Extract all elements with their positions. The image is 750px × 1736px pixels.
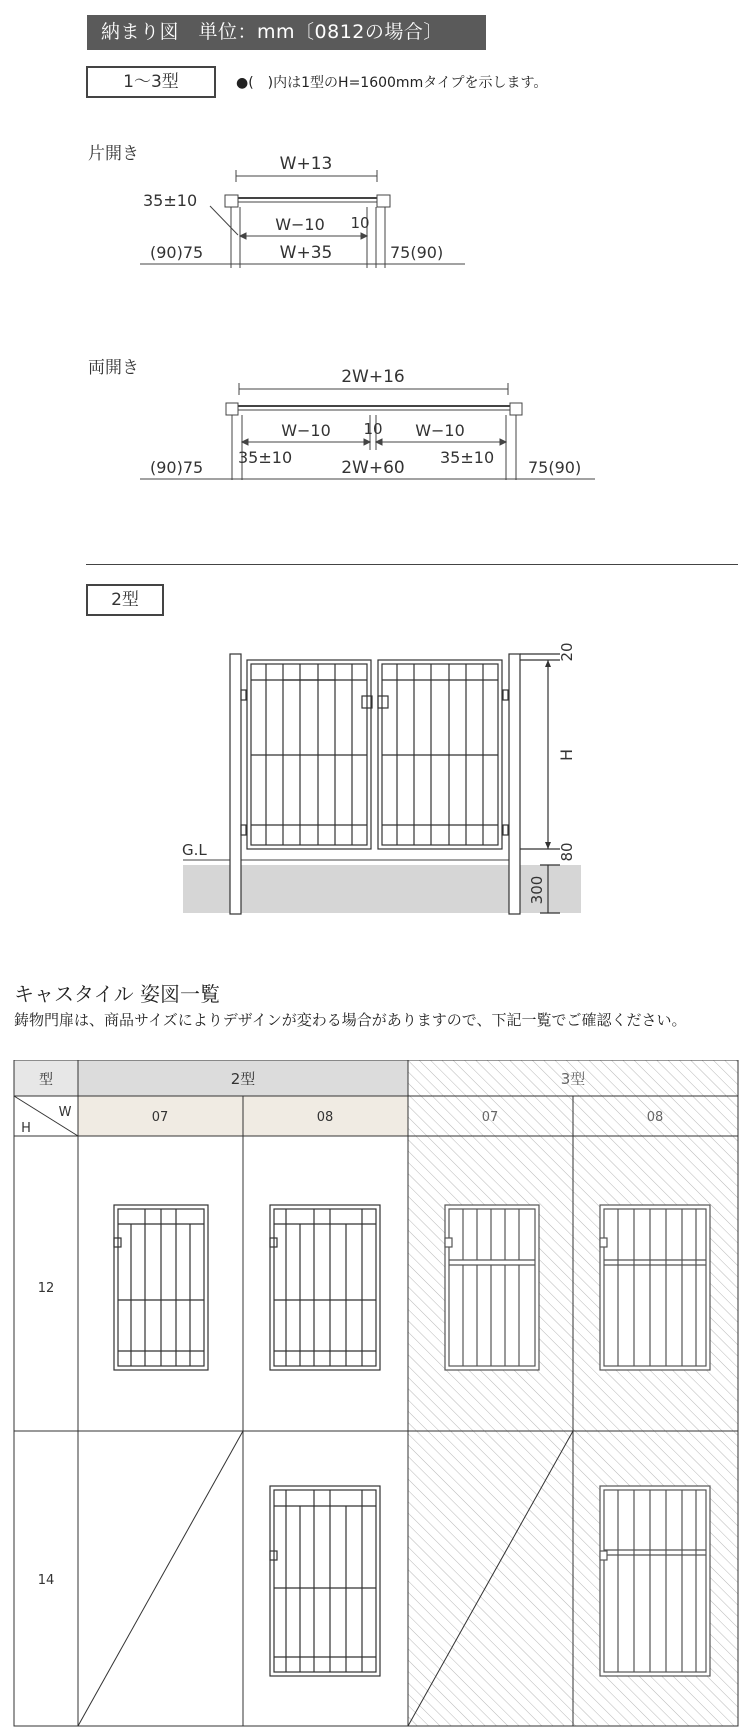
catalog-title: キャスタイル 姿図一覧 [14,982,220,1006]
single-inner-dim: W−10 [275,215,325,234]
single-left-post-dim: (90)75 [150,243,204,262]
col-type-2: 2型 [230,1070,256,1088]
dim-bottom-80: 80 [558,842,576,862]
dim-ground-300: 300 [528,875,546,905]
header-title: 納まり図 単位：mm〔0812の場合〕 [87,15,486,50]
double-right-post-dim: 75(90) [528,458,582,477]
single-left-tolerance: 35±10 [143,191,198,210]
double-left-tolerance: 35±10 [238,448,293,467]
type-1-3-label: 1〜3型 [86,66,216,98]
single-left-post [225,195,238,207]
width-07-type3: 07 [481,1110,499,1125]
ground-level-label: G.L [182,841,207,859]
width-07: 07 [151,1110,169,1125]
single-right-post [377,195,390,207]
corner-h: H [21,1121,31,1136]
type-1-3-note: ●( )内は1型のH=1600mmタイプを示します。 [236,75,548,91]
type-2-label: 2型 [86,584,164,616]
double-bottom-dim: 2W+60 [341,458,405,478]
double-left-post-dim: (90)75 [150,458,204,477]
double-swing-heading: 両開き [88,358,139,378]
corner-w: W [58,1105,72,1120]
single-bottom-dim: W+35 [279,243,333,263]
dim-h: H [557,748,576,762]
col-type-3: 3型 [560,1070,586,1088]
single-swing-heading: 片開き [88,144,139,164]
single-top-dim: W+13 [279,154,333,174]
dim-top-20: 20 [558,642,576,662]
single-right-post-dim: 75(90) [390,243,444,262]
double-swing-diagram [0,360,750,490]
catalog-table [0,1060,750,1736]
type2-gate-drawing [0,640,750,920]
height-14: 14 [37,1573,55,1588]
width-08-type3: 08 [646,1110,664,1125]
double-left-inner: W−10 [281,421,331,440]
width-08: 08 [316,1110,334,1125]
double-top-dim: 2W+16 [341,367,405,387]
height-12: 12 [37,1281,55,1296]
single-swing-diagram [0,150,750,280]
double-gap: 10 [363,420,383,438]
double-right-inner: W−10 [415,421,465,440]
catalog-description: 鋳物門扉は、商品サイズによりデザインが変わる場合がありますので、下記一覧でご確認ください。 [14,1011,687,1029]
section-divider [86,564,738,565]
corner-type: 型 [39,1072,53,1088]
double-right-tolerance: 35±10 [440,448,495,467]
single-gap: 10 [350,214,370,232]
